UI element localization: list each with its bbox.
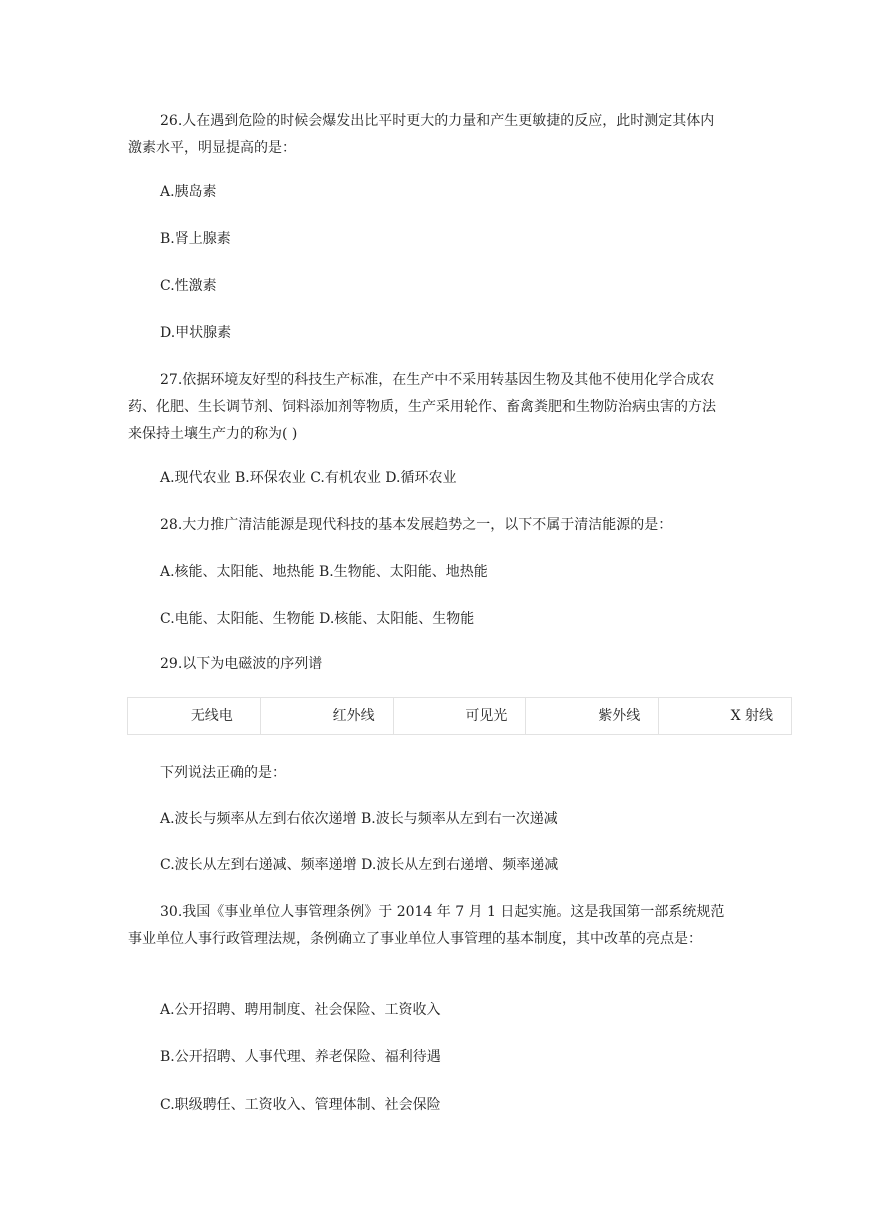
question-30-option-b: B.公开招聘、人事代理、养老保险、福利待遇 xyxy=(160,1049,441,1065)
spectrum-cell: 可见光 xyxy=(394,698,527,734)
question-30-option-a: A.公开招聘、聘用制度、社会保险、工资收入 xyxy=(160,1002,441,1018)
question-26-option-c: C.性激素 xyxy=(160,278,217,294)
spectrum-cell: X 射线 xyxy=(659,698,792,734)
question-29-options-line-1: A.波长与频率从左到右依次递增 B.波长与频率从左到右一次递减 xyxy=(160,811,558,827)
question-29-prompt: 下列说法正确的是： xyxy=(160,765,286,781)
question-27-stem: 27.依据环境友好型的科技生产标准，在生产中不采用转基因生物及其他不使用化学合成农药、化肥、生长调节剂、饲料添加剂等物质，生产采用轮作、畜禽粪肥和生物防治病虫害的方法来保持土壤生产力的称为( ) xyxy=(128,372,716,442)
question-26-option-b: B.肾上腺素 xyxy=(160,231,231,247)
question-28-options-line-1: A.核能、太阳能、地热能 B.生物能、太阳能、地热能 xyxy=(160,564,488,580)
question-26-option-d: D.甲状腺素 xyxy=(160,325,232,341)
spectrum-cell: 红外线 xyxy=(261,698,394,734)
spectrum-cell: 紫外线 xyxy=(526,698,659,734)
question-30-option-c: C.职级聘任、工资收入、管理体制、社会保险 xyxy=(160,1097,441,1113)
question-26-option-a: A.胰岛素 xyxy=(160,184,217,200)
spectrum-cell: 无线电 xyxy=(128,698,261,734)
question-29-options-line-2: C.波长从左到右递减、频率递增 D.波长从左到右递增、频率递减 xyxy=(160,857,559,873)
question-30-stem: 30.我国《事业单位人事管理条例》于 2014 年 7 月 1 日起实施。这是我国第一部系统规范事业单位人事行政管理法规，条例确立了事业单位人事管理的基本制度，其中改革的亮点是： xyxy=(128,904,725,947)
question-26-stem: 26.人在遇到危险的时候会爆发出比平时更大的力量和产生更敏捷的反应，此时测定其体内激素水平，明显提高的是： xyxy=(128,113,715,156)
electromagnetic-spectrum-table xyxy=(127,697,792,735)
question-29-stem: 29.以下为电磁波的序列谱 xyxy=(160,656,323,672)
question-27-options: A.现代农业 B.环保农业 C.有机农业 D.循环农业 xyxy=(160,470,457,486)
question-28-stem: 28.大力推广清洁能源是现代科技的基本发展趋势之一，以下不属于清洁能源的是： xyxy=(160,517,673,533)
question-28-options-line-2: C.电能、太阳能、生物能 D.核能、太阳能、生物能 xyxy=(160,611,475,627)
